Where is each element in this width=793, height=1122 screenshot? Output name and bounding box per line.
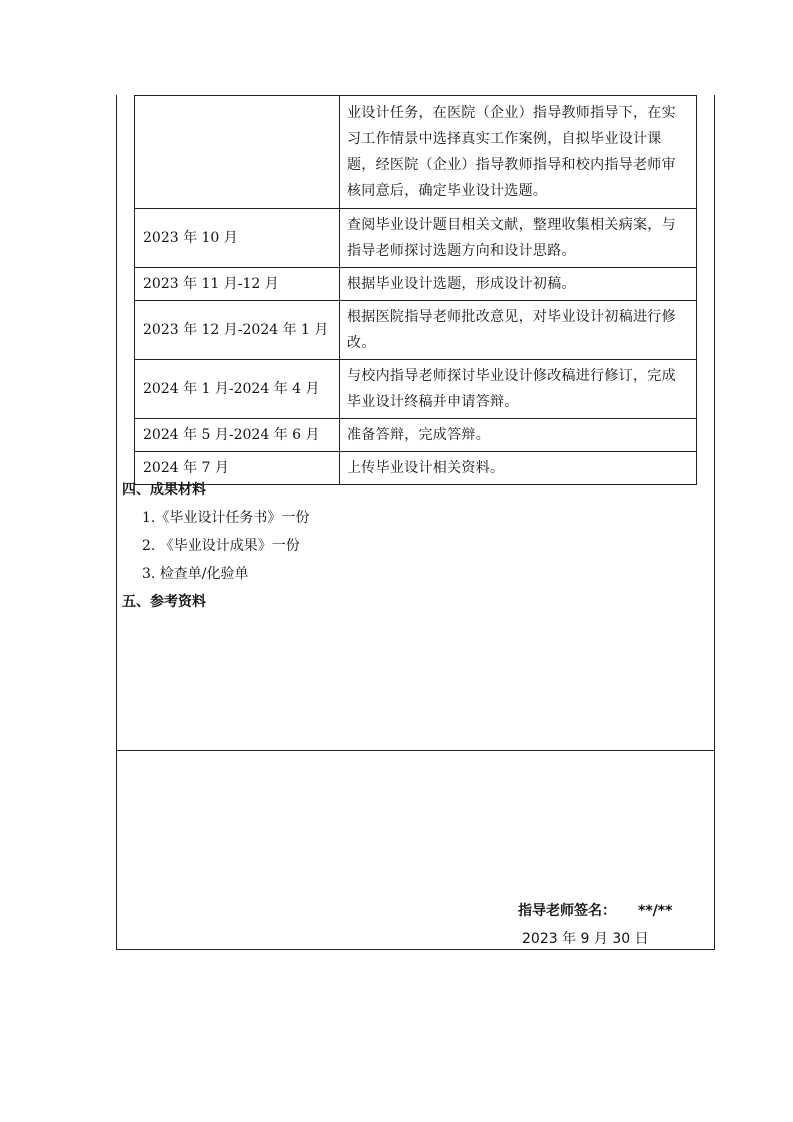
table-row	[135, 452, 697, 485]
references-section-title: 五、参考资料	[122, 594, 206, 610]
schedule-task-cell: 根据毕业设计选题，形成设计初稿。	[340, 268, 697, 301]
materials-section-title: 四、成果材料	[122, 482, 206, 498]
schedule-date-cell: 2023 年 12 月-2024 年 1 月	[135, 301, 340, 360]
advisor-signature	[518, 900, 672, 920]
schedule-task-cell: 准备答辩，完成答辩。	[340, 419, 697, 452]
schedule-task-cell: 业设计任务，在医院（企业）指导教师指导下，在实习工作情景中选择真实工作案例，自拟毕业设计课题，经医院（企业）指导教师指导和校内指导老师审核同意后，确定毕业设计选题。	[340, 96, 697, 209]
table-row	[135, 96, 697, 209]
schedule-date-cell: 2024 年 5 月-2024 年 6 月	[135, 419, 340, 452]
signature-box	[116, 750, 715, 950]
material-item: 1.《毕业设计任务书》一份	[142, 510, 310, 526]
schedule-task-cell: 与校内指导老师探讨毕业设计修改稿进行修订，完成毕业设计终稿并申请答辩。	[340, 360, 697, 419]
schedule-date-cell: 2024 年 7 月	[135, 452, 340, 485]
signature-date: 2023 年 9 月 30 日	[522, 931, 649, 947]
schedule-date-cell	[135, 96, 340, 209]
signature-label: 指导老师签名：	[518, 903, 616, 919]
schedule-task-cell: 根据医院指导老师批改意见，对毕业设计初稿进行修改。	[340, 301, 697, 360]
schedule-task-cell: 上传毕业设计相关资料。	[340, 452, 697, 485]
table-row	[135, 419, 697, 452]
signature-value: **/**	[638, 903, 673, 919]
table-row	[135, 209, 697, 268]
material-item: 3. 检查单/化验单	[142, 566, 249, 582]
schedule-table	[134, 95, 697, 485]
schedule-date-cell: 2023 年 10 月	[135, 209, 340, 268]
schedule-task-cell: 查阅毕业设计题目相关文献，整理收集相关病案，与指导老师探讨选题方向和设计思路。	[340, 209, 697, 268]
schedule-date-cell: 2023 年 11 月-12 月	[135, 268, 340, 301]
table-row	[135, 301, 697, 360]
material-item: 2. 《毕业设计成果》一份	[142, 538, 300, 554]
table-row	[135, 360, 697, 419]
table-row	[135, 268, 697, 301]
schedule-date-cell: 2024 年 1 月-2024 年 4 月	[135, 360, 340, 419]
